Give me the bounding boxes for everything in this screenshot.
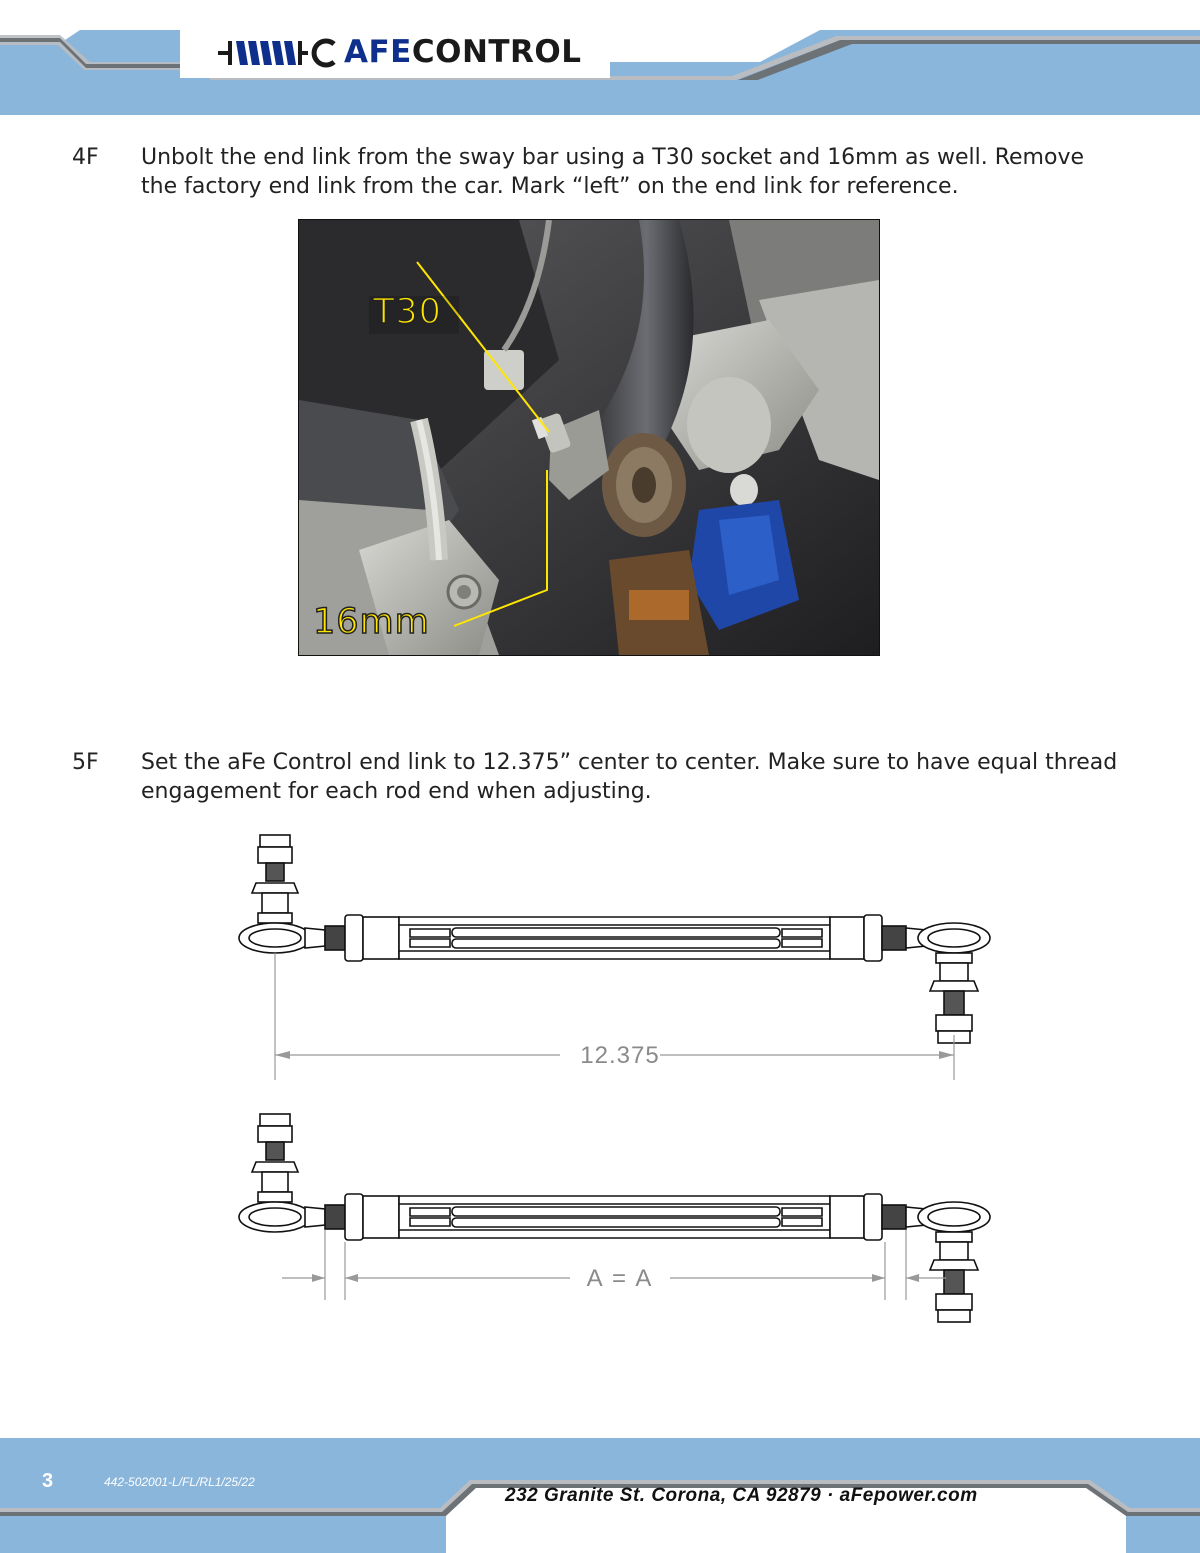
callout-t30: T30	[373, 292, 442, 332]
step-photo	[298, 219, 880, 656]
step-line: engagement for each rod end when adjusting.	[141, 779, 652, 804]
brand-suffix: CONTROL	[411, 34, 582, 70]
page-number: 3	[42, 1470, 54, 1492]
document-code: 442-502001-L/FL/RL1/25/22	[104, 1475, 255, 1489]
end-link-diagram-thread	[230, 1110, 1010, 1330]
company-address: 232 Granite St. Corona, CA 92879 · aFepower.com	[505, 1485, 978, 1506]
callout-16mm: 16mm	[313, 602, 430, 642]
step-number: 5F	[72, 750, 99, 775]
step-text	[141, 748, 1141, 806]
step-line: Set the aFe Control end link to 12.375” center to center. Make sure to have equal thread	[141, 750, 1118, 775]
step-number: 4F	[72, 145, 99, 170]
afe-control-mark-icon	[218, 36, 336, 70]
brand-logo	[218, 34, 618, 74]
step-text	[141, 143, 1141, 201]
brand-prefix: AFE	[344, 34, 412, 70]
dimension-label: A = A	[586, 1265, 654, 1292]
step-line: Unbolt the end link from the sway bar using a T30 socket and 16mm as well. Remove	[141, 145, 1084, 170]
dimension-label: 12.375	[580, 1042, 660, 1069]
step-line: the factory end link from the car. Mark “left” on the end link for reference.	[141, 174, 959, 199]
sway-bar-photo	[299, 220, 879, 655]
